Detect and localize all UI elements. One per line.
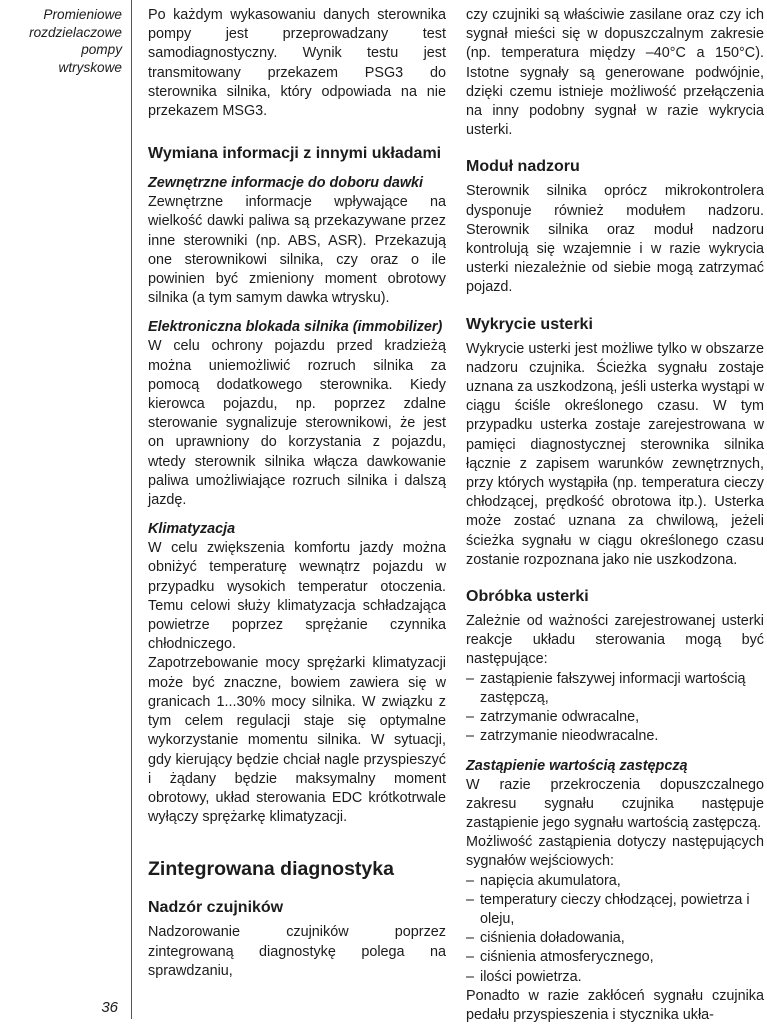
list-item: – zatrzymanie odwracalne,	[466, 708, 764, 727]
list-item: – ilości powietrza.	[466, 968, 764, 987]
paragraph-substitute-value-2: Możliwość zastąpienia dotyczy następujących sygnałów wejściowych:	[466, 834, 764, 870]
paragraph-substitute-value-1: W razie przekroczenia dopuszczalnego zakresu sygnału czujnika następuje zastąpienie jego sygnału wartością zastępczą.	[466, 776, 764, 831]
right-column	[466, 6, 764, 1025]
paragraph-final: Ponadto w razie zakłóceń sygnału czujnika pedału przyspieszenia i stycznika ukła-	[466, 987, 764, 1023]
margin-note-line: wtryskowe	[58, 59, 122, 75]
margin-divider	[131, 0, 132, 1019]
page-number: 36	[101, 999, 118, 1016]
paragraph-immobilizer: W celu ochrony pojazdu przed kradzieżą można uniemożliwić rozruch silnika za pomocą dodatkowego sterownika. Kiedy kierowca pojazdu, np. poprzez zdalne sterowanie sygnalizuje sterownikowi, że jest on uprawniony do korzystania z pojazdu, wtedy sterownik silnika włącza dawkowanie paliwa umożliwiające rozruch silnika i dalszą jazdę.	[148, 338, 446, 509]
subheading-external-info: Zewnętrzne informacje do doboru dawki	[148, 175, 424, 192]
heading-info-exchange: Wymiana informacji z innymi układami	[148, 145, 442, 163]
heading-fault-processing: Obróbka usterki	[466, 588, 589, 606]
subheading-air-conditioning: Klimatyzacja	[148, 521, 236, 538]
heading-supervision-module: Moduł nadzoru	[466, 158, 580, 176]
list-item: – ciśnienia doładowania,	[466, 929, 764, 948]
list-item: – ciśnienia atmosferycznego,	[466, 948, 764, 967]
heading-fault-detection: Wykrycie usterki	[466, 315, 593, 333]
subheading-immobilizer: Elektroniczna blokada silnika (immobilizer)	[148, 319, 443, 336]
margin-note-line: rozdzielaczowe	[29, 24, 122, 40]
margin-note-line: Promieniowe	[43, 7, 122, 22]
paragraph-supervision-module: Sterownik silnika oprócz mikrokontrolera dysponuje również modułem nadzoru. Sterownik silnika oraz moduł nadzoru kontrolują się wzajemnie i w razie wykrycia usterki niezależnie od siebie mogą zatrzymać pojazd.	[466, 183, 764, 296]
heading-integrated-diagnostics: Zintegrowana diagnostyka	[148, 858, 394, 881]
list-item: – zastąpienie fałszywej informacji wartością zastępczą,	[466, 670, 764, 708]
list-item: – zatrzymanie nieodwracalne.	[466, 727, 764, 746]
paragraph-fault-processing: Zależnie od ważności zarejestrowanej usterki reakcje układu sterowania mogą być następujące:	[466, 613, 764, 668]
list-item: – napięcia akumulatora,	[466, 872, 764, 891]
intro-paragraph: Po każdym wykasowaniu danych sterownika pompy jest przeprowadzany test samodiagnostyczny. Wynik testu jest transmitowany przekazem PSG3 do sterownika silnika, który odpowiada na nie przekazem MSG3.	[148, 7, 446, 120]
left-column	[148, 6, 446, 981]
heading-sensor-monitoring: Nadzór czujników	[148, 899, 284, 917]
fault-reaction-list	[466, 670, 764, 747]
margin-note-line: pompy	[81, 42, 122, 58]
paragraph-external-info: Zewnętrzne informacje wpływające na wielkość dawki paliwa są przekazywane przez inne sterowniki (np. ABS, ASR). Przekazują one sterownikowi silnika, czy oraz o ile powinien być zmieniony moment obrotowy silnika (a tym samym dawka wtrysku).	[148, 194, 446, 307]
input-signal-list	[466, 872, 764, 987]
paragraph-air-conditioning-2: Zapotrzebowanie mocy sprężarki klimatyzacji może być znaczne, bowiem zawiera się w granicach 1...30% mocy silnika. W związku z tym celem regulacji staje się optymalne wykorzystanie momentu silnika. W sytuacji, gdy kierujący będzie chciał nagle przyspieszyć i żądany będzie maksymalny moment obrotowy, układ sterowania EDC krótkotrwale wyłączy sprężarkę klimatyzacji.	[148, 655, 446, 826]
paragraph-sensor-monitoring: Nadzorowanie czujników poprzez zintegrowaną diagnostykę polega na sprawdzaniu,	[148, 924, 446, 979]
paragraph-air-conditioning-1: W celu zwiększenia komfortu jazdy można obniżyć temperaturę wewnątrz pojazdu w przypadku wysokich temperatur otoczenia. Temu celowi służy klimatyzacja schładzająca powietrze poprzez sprężanie czynnika chłodniczego.	[148, 540, 446, 653]
paragraph-fault-detection: Wykrycie usterki jest możliwe tylko w obszarze nadzoru czujnika. Ścieżka sygnału zostaje uznana za uszkodzoną, jeśli usterka wystąpi w ciągu ściśle określonego czasu. W tym przypadku usterka zostaje zarejestrowana w pamięci diagnostycznej sterownika silnika łącznie z zapisem warunków zewnętrznych, przy których wystąpiła (np. temperatura cieczy chłodzącej, prędkość obrotowa itp.). Usterka może zostać uznana za chwilową, jeżeli ścieżka sygnału w ciągu określonego czasu zostanie rozpoznana jako nie uszkodzona.	[466, 340, 764, 568]
list-item: – temperatury cieczy chłodzącej, powietrza i oleju,	[466, 891, 764, 929]
subheading-substitute-value: Zastąpienie wartością zastępczą	[466, 757, 688, 774]
paragraph-sensor-continued: czy czujniki są właściwie zasilane oraz czy ich sygnał mieści się w dopuszczalnym zakresie (np. temperatura między –40°C a 150°C). Istotne sygnały są generowane podwójnie, dzięki czemu istnieje możliwość przełączenia na inny podobny sygnał w razie wykrycia usterki.	[466, 7, 764, 139]
margin-note	[0, 6, 122, 76]
